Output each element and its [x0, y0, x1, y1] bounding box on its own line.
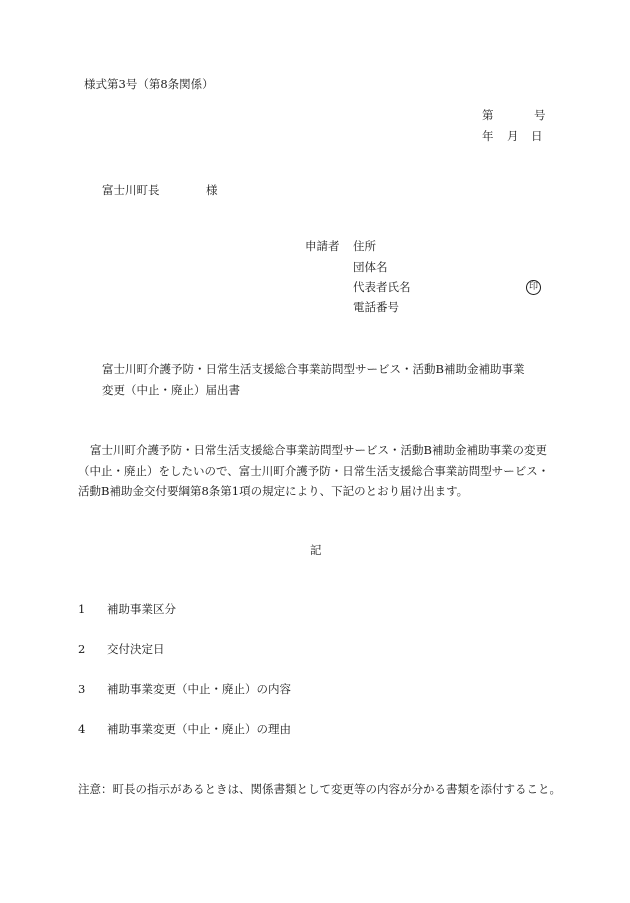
item-number: 3: [78, 682, 86, 696]
seal-mark: [526, 280, 541, 295]
item-1: [78, 604, 176, 616]
date-day: 日: [531, 129, 543, 143]
item-label: 補助事業変更（中止・廃止）の内容: [106, 682, 291, 696]
applicant-label: 申請者: [305, 239, 340, 253]
addressee-name: 富士川町長: [102, 183, 160, 197]
form-number: 様式第3号（第8条関係）: [84, 77, 214, 91]
item-2: [78, 644, 164, 656]
applicant-address-label: 住所: [353, 239, 376, 253]
applicant-rep-label: 代表者氏名: [353, 280, 411, 294]
item-number: 4: [78, 722, 86, 736]
ki-heading: 記: [310, 543, 322, 557]
document-title-line1: 富士川町介護予防・日常生活支援総合事業訪問型サービス・活動B補助金補助事業: [102, 362, 525, 376]
item-number: 1: [78, 602, 86, 616]
applicant-phone-label: 電話番号: [353, 300, 399, 314]
note: 注意：町長の指示があるときは、関係書類として変更等の内容が分かる書類を添付すること。: [78, 782, 561, 796]
document-title-line2: 変更（中止・廃止）届出書: [102, 383, 240, 397]
doc-number-prefix: 第: [482, 108, 494, 122]
applicant-group-label: 団体名: [353, 260, 388, 274]
item-label: 補助事業区分: [106, 602, 176, 616]
item-number: 2: [78, 642, 86, 656]
addressee-honorific: 様: [206, 183, 218, 197]
item-label: 交付決定日: [106, 642, 165, 656]
doc-number-suffix: 号: [534, 108, 546, 122]
body-line2: （中止・廃止）をしたいので、富士川町介護予防・日常生活支援総合事業訪問型サービス・: [78, 464, 550, 478]
item-4: [78, 724, 291, 736]
body-line1: 富士川町介護予防・日常生活支援総合事業訪問型サービス・活動B補助金補助事業の変更: [90, 443, 547, 457]
item-3: [78, 684, 291, 696]
body-line3: 活動B補助金交付要綱第8条第1項の規定により、下記のとおり届け出ます。: [78, 484, 469, 498]
item-label: 補助事業変更（中止・廃止）の理由: [106, 722, 291, 736]
date-month: 月: [507, 129, 519, 143]
date-year: 年: [482, 129, 494, 143]
seal-icon: 印: [526, 280, 541, 295]
